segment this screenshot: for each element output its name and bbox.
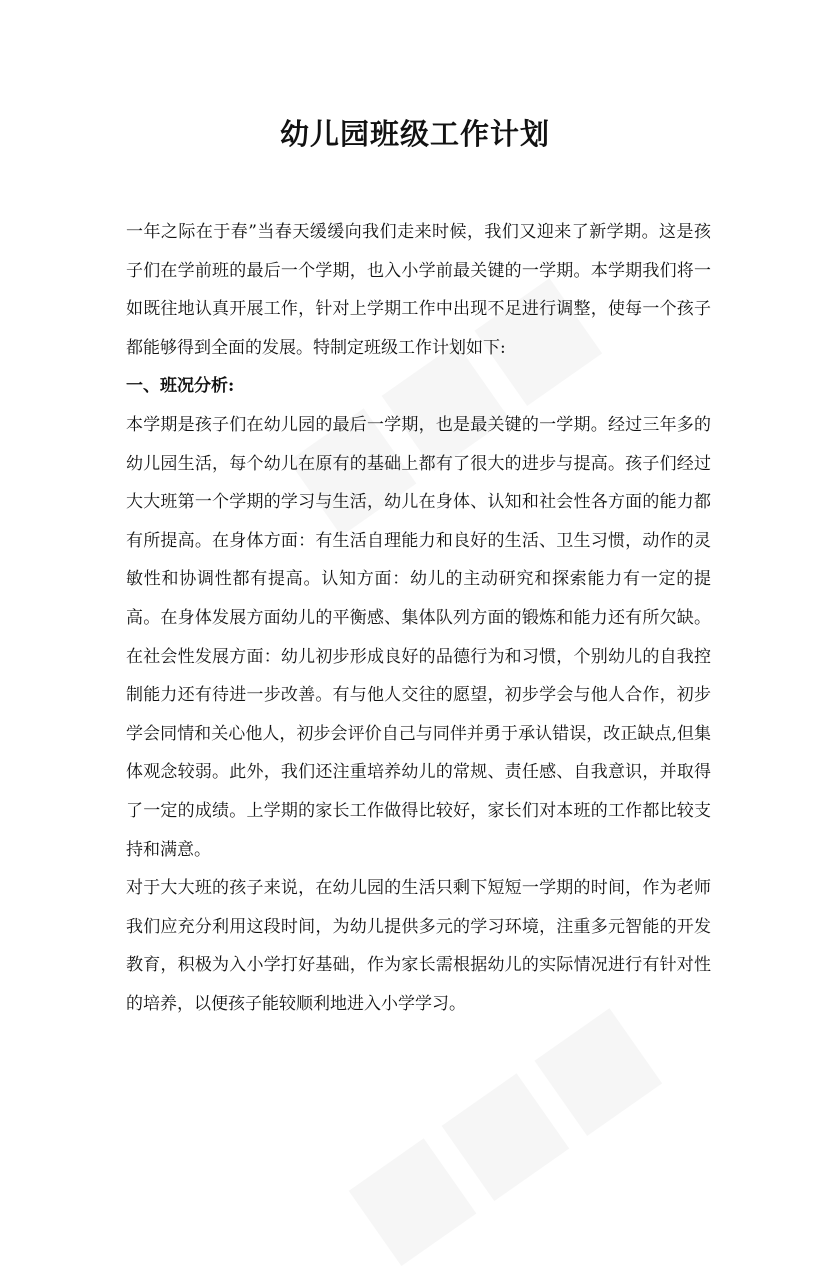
document-body (126, 213, 711, 1023)
intro-paragraph: 一年之际在于春”当春天缓缓向我们走来时候，我们又迎来了新学期。这是孩子们在学前班的最后一个学期，也入小学前最关键的一学期。本学期我们将一如既往地认真开展工作，针对上学期工作中出现不足进行调整，使每一个孩子都能够得到全面的发展。特制定班级工作计划如下: (126, 222, 711, 358)
document-title: 幼儿园班级工作计划 (279, 117, 550, 151)
analysis-paragraph-2: 对于大大班的孩子来说，在幼儿园的生活只剩下短短一学期的时间，作为老师我们应充分利用这段时间，为幼儿提供多元的学习环境，注重多元智能的开发教育，积极为入小学打好基础，作为家长需根据幼儿的实际情况进行有针对性的培养，以便孩子能较顺利地进入小学学习。 (126, 878, 711, 1014)
section-heading: 一、班况分析: (126, 376, 235, 397)
analysis-paragraph: 本学期是孩子们在幼儿园的最后一学期，也是最关键的一学期。经过三年多的幼儿园生活，每个幼儿在原有的基础上都有了很大的进步与提高。孩子们经过大大班第一个学期的学习与生活，幼儿在身体、认知和社会性各方面的能力都有所提高。在身体方面：有生活自理能力和良好的生活、卫生习惯，动作的灵敏性和协调性都有提高。认知方面：幼儿的主动研究和探索能力有一定的提高。在身体发展方面幼儿的平衡感、集体队列方面的锻炼和能力还有所欠缺。在社会性发展方面：幼儿初步形成良好的品德行为和习惯，个别幼儿的自我控制能力还有待进一步改善。有与他人交往的愿望，初步学会与他人合作，初步学会同情和关心他人，初步会评价自己与同伴并勇于承认错误，改正缺点,但集体观念较弱。此外，我们还注重培养幼儿的常规、责任感、自我意识，并取得了一定的成绩。上学期的家长工作做得比较好，家长们对本班的工作都比较支持和满意。 (126, 414, 711, 860)
